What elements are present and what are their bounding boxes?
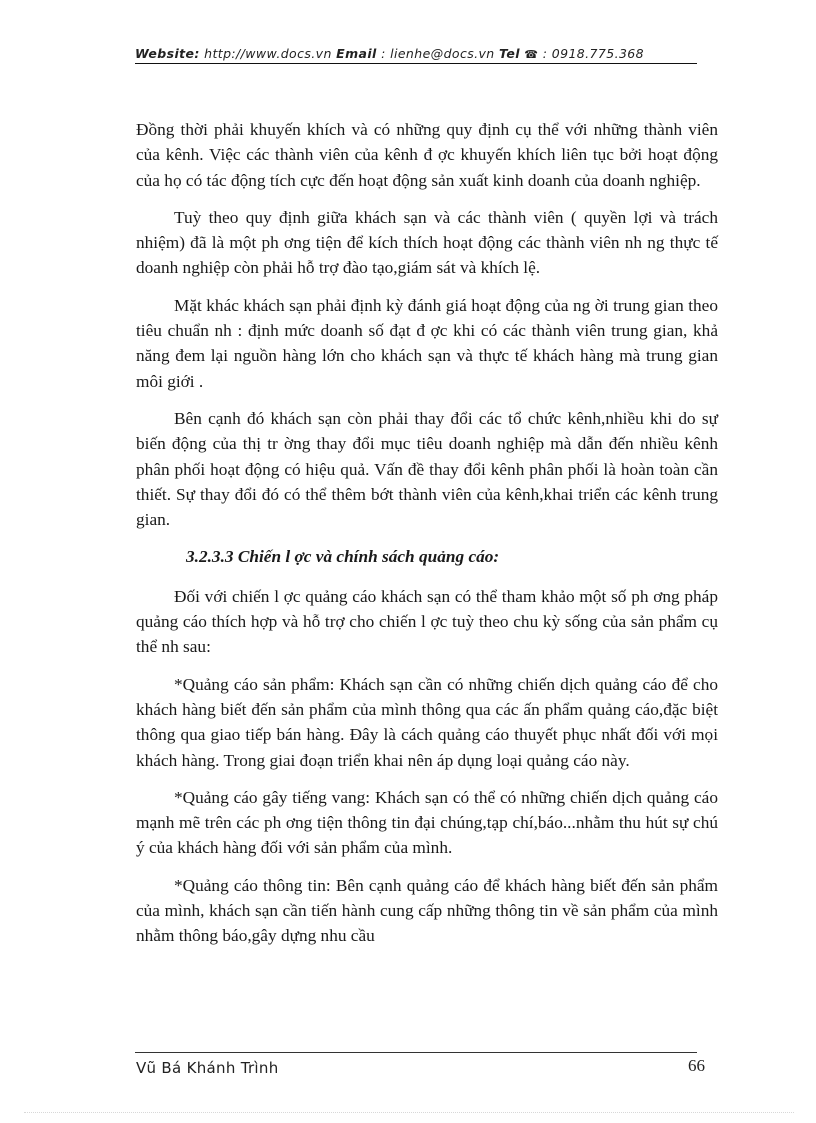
tel-label: Tel [499, 46, 520, 61]
paragraph: Bên cạnh đó khách sạn còn phải thay đổi các tổ chức kênh,nhiều khi do sự biến động của thị tr ờng thay đổi mục tiêu doanh nghiệp mà dẫn đến nhiều kênh phân phối hoạt động có hiệu quả. Vấn đề thay đổi kênh phân phối là hoàn toàn cần thiết. Sự thay đổi đó có thể thêm bớt thành viên của kênh,khai triển các kênh trung gian. [136, 408, 718, 530]
page-header [135, 46, 697, 64]
website-label: Website: [135, 46, 200, 61]
email-value[interactable]: : lienhe@docs.vn [376, 46, 499, 61]
paragraph: *Quảng cáo sản phẩm: Khách sạn cần có những chiến dịch quảng cáo để cho khách hàng biết đến sản phẩm của mình thông qua các ấn phẩm quảng cáo,đặc biệt thông qua giao tiếp bán hàng. Đây là cách quảng cáo thuyết phục nhất đối với mọi khách hàng. Trong giai đoạn triển khai nên áp dụng loại quảng cáo này. [136, 674, 718, 770]
paragraph: *Quảng cáo gây tiếng vang: Khách sạn có thể có những chiến dịch quảng cáo mạnh mẽ trên các ph ơng tiện thông tin đại chúng,tạp chí,báo...nhằm thu hút sự chú ý của khách hàng đối với sản phẩm của mình. [136, 787, 718, 858]
page-number: 66 [688, 1056, 705, 1075]
website-url[interactable]: http://www.docs.vn [199, 46, 337, 61]
paragraph: Đối với chiến l ợc quảng cáo khách sạn có thể tham khảo một số ph ơng pháp quảng cáo thích hợp và hỗ trợ cho chiến l ợc tuỳ theo chu kỳ sống của sản phẩm cụ thể nh sau: [136, 586, 718, 657]
tel-value: : 0918.775.368 [538, 46, 645, 61]
footer-author: Vũ Bá Khánh Trình [136, 1059, 279, 1077]
document-body [136, 117, 718, 961]
page-edge-divider [24, 1112, 794, 1113]
paragraph: Đồng thời phải khuyến khích và có những quy định cụ thể với những thành viên của kênh. Việc các thành viên của kênh đ ợc khuyến khích liên tục bởi hoạt động của họ có tác động tích cực đến hoạt động sản xuất kinh doanh của doanh nghiệp. [136, 120, 718, 190]
paragraph: Tuỳ theo quy định giữa khách sạn và các thành viên ( quyền lợi và trách nhiệm) đã là một ph ơng tiện để kích thích hoạt động các thành viên nh ng thực tế doanh nghiệp còn phải hỗ trợ đào tạo,giám sát và khích lệ. [136, 207, 718, 278]
email-label: Email [336, 46, 377, 61]
telephone-icon: ☎ [524, 48, 539, 61]
footer-divider [135, 1052, 697, 1053]
paragraph: *Quảng cáo thông tin: Bên cạnh quảng cáo để khách hàng biết đến sản phẩm của mình, khách sạn cần tiến hành cung cấp những thông tin về sản phẩm của mình nhằm thông báo,gây dựng nhu cầu [136, 875, 718, 946]
paragraph: Mặt khác khách sạn phải định kỳ đánh giá hoạt động của ng ời trung gian theo tiêu chuẩn nh : định mức doanh số đạt đ ợc khi có các thành viên trung gian, khả năng đem lại nguồn hàng lớn cho khách sạn và thực tế khách hàng mà trung gian môi giới . [136, 295, 718, 391]
section-heading: 3.2.3.3 Chiến l ợc và chính sách quảng cáo: [186, 547, 500, 567]
